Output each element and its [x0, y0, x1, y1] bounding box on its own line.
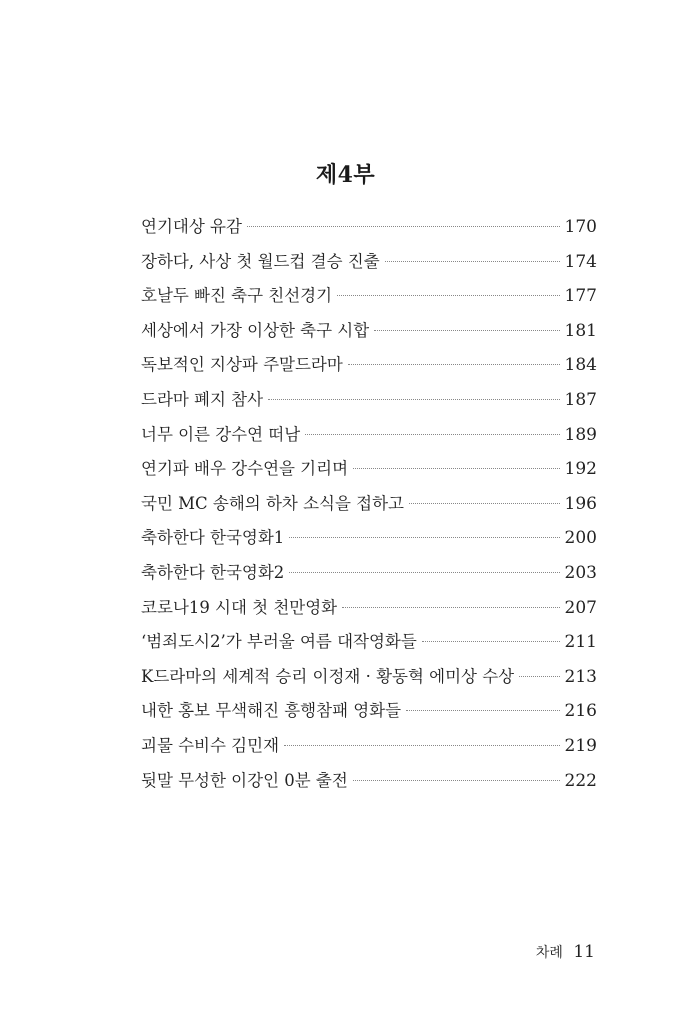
toc-dot-leader — [247, 226, 560, 227]
toc-entry — [141, 521, 597, 556]
toc-entry — [141, 660, 597, 695]
toc-entry-title: 내한 홍보 무색해진 흥행참패 영화들 — [141, 701, 402, 721]
toc-entry-page: 200 — [564, 528, 597, 549]
toc-dot-leader — [422, 641, 560, 642]
toc-entry-title: 독보적인 지상파 주말드라마 — [141, 355, 343, 375]
toc-entry — [141, 487, 597, 522]
toc-entry-title: 장하다, 사상 첫 월드컵 결승 진출 — [141, 251, 380, 271]
table-of-contents — [141, 210, 597, 798]
toc-dot-leader — [406, 710, 559, 711]
toc-entry-title: 코로나19 시대 첫 천만영화 — [141, 597, 338, 617]
toc-entry — [141, 591, 597, 626]
toc-dot-leader — [284, 745, 560, 746]
toc-dot-leader — [409, 503, 560, 504]
toc-entry-page: 207 — [564, 597, 597, 618]
page-number: 11 — [573, 942, 595, 962]
toc-entry-title: 너무 이른 강수연 떠남 — [141, 424, 301, 444]
toc-entry-title: 뒷말 무성한 이강인 0분 출전 — [141, 770, 348, 790]
toc-entry-page: 170 — [564, 217, 597, 237]
toc-dot-leader — [353, 468, 560, 469]
toc-dot-leader — [519, 676, 559, 677]
toc-entry-page: 219 — [564, 735, 597, 756]
toc-dot-leader — [385, 261, 560, 262]
toc-entry-page: 189 — [564, 424, 597, 445]
toc-entry — [141, 418, 597, 453]
toc-entry-title: 연기파 배우 강수연을 기리며 — [141, 459, 349, 479]
part-title: 제4부 — [315, 162, 376, 188]
toc-entry-title: 괴물 수비수 김민재 — [141, 735, 280, 755]
toc-entry — [141, 764, 597, 799]
toc-entry-page: 211 — [564, 632, 597, 653]
toc-entry-title: ‘범죄도시2’가 부러울 여름 대작영화들 — [141, 632, 417, 652]
toc-entry — [141, 348, 597, 383]
toc-entry-title: 국민 MC 송해의 하차 소식을 접하고 — [141, 493, 404, 513]
toc-entry-page: 203 — [564, 562, 597, 583]
toc-dot-leader — [353, 780, 560, 781]
page-footer — [536, 942, 595, 962]
toc-entry-title: 세상에서 가장 이상한 축구 시합 — [141, 320, 370, 340]
toc-dot-leader — [342, 607, 559, 608]
toc-entry — [141, 210, 597, 245]
toc-entry-page: 192 — [564, 459, 597, 480]
toc-entry-title: K드라마의 세계적 승리 이정재 · 황동혁 에미상 수상 — [141, 666, 515, 686]
toc-dot-leader — [348, 364, 560, 365]
toc-dot-leader — [289, 537, 559, 538]
toc-entry — [141, 452, 597, 487]
toc-dot-leader — [289, 572, 559, 573]
toc-entry-title: 축하한다 한국영화2 — [141, 562, 285, 582]
toc-entry — [141, 729, 597, 764]
toc-entry — [141, 314, 597, 349]
toc-entry-page: 177 — [564, 286, 597, 307]
toc-entry-title: 드라마 폐지 참사 — [141, 389, 264, 409]
toc-dot-leader — [268, 399, 559, 400]
toc-dot-leader — [337, 295, 559, 296]
toc-entry-page: 187 — [564, 389, 597, 410]
toc-entry-page: 184 — [564, 355, 597, 376]
toc-entry — [141, 556, 597, 591]
toc-entry-page: 213 — [564, 666, 597, 687]
toc-entry — [141, 625, 597, 660]
toc-entry — [141, 383, 597, 418]
toc-entry-page: 181 — [564, 320, 597, 341]
toc-entry-title: 호날두 빠진 축구 친선경기 — [141, 286, 333, 306]
toc-entry — [141, 694, 597, 729]
toc-entry-page: 174 — [564, 251, 597, 272]
toc-dot-leader — [305, 434, 559, 435]
toc-entry-title: 연기대상 유감 — [141, 217, 242, 236]
toc-entry — [141, 245, 597, 280]
footer-label: 차례 — [535, 945, 563, 961]
toc-entry-page: 216 — [564, 701, 597, 722]
toc-entry-page: 196 — [564, 493, 597, 514]
toc-dot-leader — [374, 330, 559, 331]
toc-entry — [141, 279, 597, 314]
toc-entry-title: 축하한다 한국영화1 — [141, 528, 285, 548]
toc-entry-page: 222 — [564, 770, 597, 791]
